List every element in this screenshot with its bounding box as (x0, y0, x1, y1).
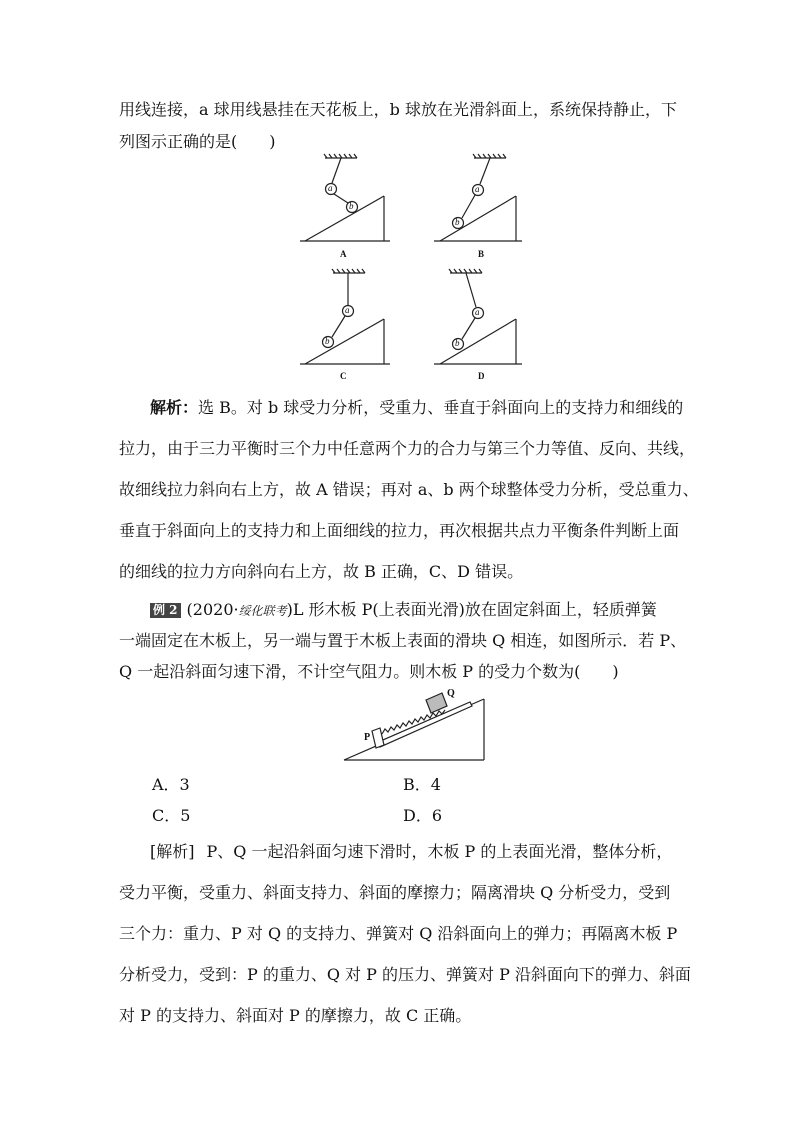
block-q (426, 693, 447, 713)
ball-a-label-B: a (475, 184, 480, 194)
example-2-source-name: 绥化联考 (238, 604, 287, 618)
board-p (376, 702, 472, 747)
option-b: B．4 (403, 775, 441, 794)
example-2-text-1: )L 形木板 P(上表面光滑)放在固定斜面上，轻质弹簧 (286, 600, 657, 619)
solution-2-line-3: 三个力：重力、P 对 Q 的支持力、弹簧对 Q 沿斜面向上的弹力；再隔离木板 P (119, 924, 678, 943)
diagram-label-b: B (478, 249, 485, 259)
solution-2-text-1: P、Q 一起沿斜面匀速下滑时，木板 P 的上表面光滑，整体分析， (206, 842, 673, 861)
ball-b-label-A: b (349, 201, 354, 211)
question-intro-line-1: 用线连接，a 球用线悬挂在天花板上，b 球放在光滑斜面上，系统保持静止，下 (119, 100, 677, 119)
ball-a-label-A: a (328, 183, 333, 193)
example-2-tag: 例 2 (150, 603, 181, 618)
solution-2-line-2: 受力平衡，受重力、斜面支持力、斜面的摩擦力；隔离滑块 Q 分析受力，受到 (119, 883, 671, 902)
question-intro-line-2: 列图示正确的是( ) (119, 132, 276, 151)
solution-2-label: [解析] (150, 842, 195, 861)
option-c: C．5 (152, 806, 191, 825)
example-2-source-year: (2020· (186, 600, 239, 619)
diagram-label-a: A (340, 249, 347, 259)
ball-a-label-C: a (345, 305, 350, 315)
board-end-stop (372, 728, 384, 748)
solution-1-label: 解析： (150, 398, 199, 417)
solution-1-line-3: 故细线拉力斜向右上方，故 A 错误；再对 a、b 两个球整体受力分析，受总重力、 (119, 480, 699, 499)
example-2-line-3: Q 一起沿斜面匀速下滑，不计空气阻力。则木板 P 的受力个数为( ) (119, 662, 619, 681)
label-p: P (364, 732, 371, 743)
ball-b-label-C: b (325, 336, 330, 346)
solution-1-line-5: 的细线的拉力方向斜向右上方，故 B 正确，C、D 错误。 (119, 562, 524, 581)
solution-2-line-5: 对 P 的支持力、斜面对 P 的摩擦力，故 C 正确。 (119, 1006, 472, 1025)
solution-2-line-1 (150, 839, 710, 862)
ball-b-label-B: b (455, 217, 460, 227)
ball-b-label-D: b (455, 338, 460, 348)
solution-1-line-4: 垂直于斜面向上的支持力和上面细线的拉力，再次根据共点力平衡条件判断上面 (119, 521, 680, 540)
example-2-line-2: 一端固定在木板上，另一端与置于木板上表面的滑块 Q 相连，如图所示．若 P、 (119, 631, 687, 650)
solution-1-text-1: 选 B。对 b 球受力分析，受重力、垂直于斜面向上的支持力和细线的 (198, 398, 684, 417)
solution-2-line-4: 分析受力，受到：P 的重力、Q 对 P 的压力、弹簧对 P 沿斜面向下的弹力、斜面 (119, 965, 691, 984)
diagram-label-c: C (340, 371, 347, 381)
option-a: A．3 (152, 775, 190, 794)
solution-1-line-2: 拉力，由于三力平衡时三个力中任意两个力的合力与第三个力等值、反向、共线， (119, 439, 696, 458)
label-q: Q (447, 688, 455, 699)
ball-a-label-D: a (475, 307, 480, 317)
diagram-label-d: D (478, 371, 485, 381)
option-d: D．6 (403, 806, 443, 825)
